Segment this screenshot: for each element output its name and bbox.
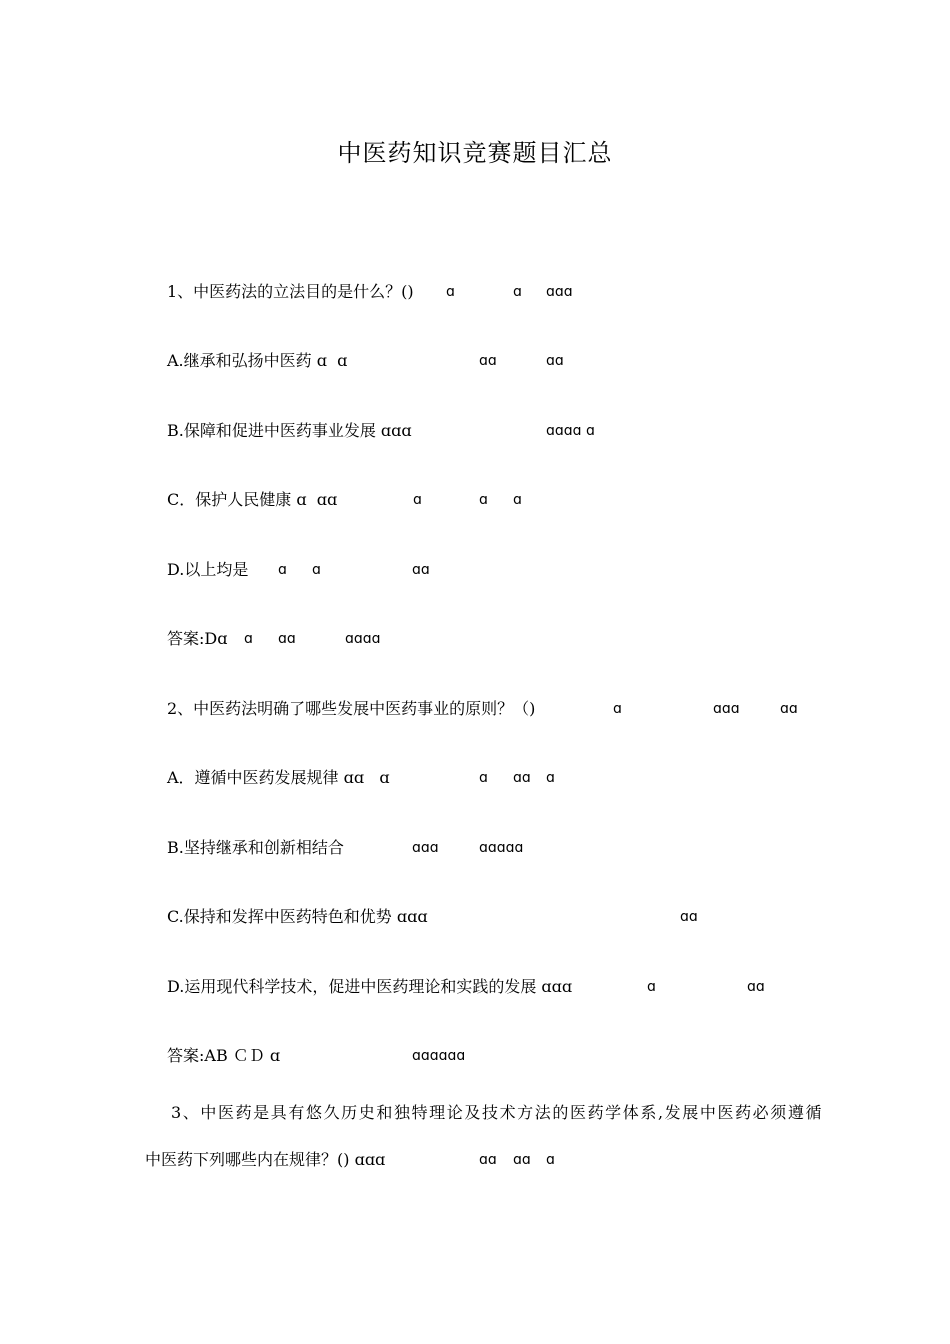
stray-mark: ɑɑɑ [412, 840, 439, 856]
stray-mark: ɑ [513, 284, 522, 300]
stray-mark: ɑ [613, 701, 622, 717]
stray-mark: ɑ [546, 1152, 555, 1168]
stray-mark: ɑɑ [479, 353, 497, 369]
stray-mark: ɑɑ [680, 909, 698, 925]
stray-mark: ɑ [479, 770, 488, 786]
stray-mark: ɑ [278, 562, 287, 578]
stray-mark: ɑ [244, 631, 253, 647]
stray-mark: ɑ [312, 562, 321, 578]
question-2-option-d: D.运用现代科学技术，促进中医药理论和实践的发展 ɑɑɑ [167, 977, 573, 996]
stray-mark: ɑɑ [546, 353, 564, 369]
stray-mark: ɑ [413, 492, 422, 508]
question-2-option-c: C.保持和发挥中医药特色和优势 ɑɑɑ [167, 907, 428, 926]
question-1: 1、中医药法的立法目的是什么？() [167, 282, 414, 301]
stray-mark: ɑ [647, 979, 656, 995]
stray-mark: ɑɑɑ [713, 701, 740, 717]
question-2-answer: 答案:AB ＣＤ ɑ [167, 1046, 281, 1065]
question-2: 2、中医药法明确了哪些发展中医药事业的原则？（) [167, 699, 536, 718]
stray-mark: ɑɑ [412, 562, 430, 578]
stray-mark: ɑɑ [780, 701, 798, 717]
stray-mark: ɑ [546, 770, 555, 786]
question-1-option-d: D.以上均是 [167, 560, 249, 579]
question-1-option-a: A.继承和弘扬中医药 ɑ ɑ [167, 351, 348, 370]
stray-mark: ɑ [479, 492, 488, 508]
stray-mark: ɑɑɑɑ ɑ [546, 423, 595, 439]
stray-mark: ɑɑ [479, 1152, 497, 1168]
question-3: 3、中医药是具有悠久历史和独特理论及技术方法的医药学体系,发展中医药必须遵循 [171, 1103, 824, 1122]
stray-mark: ɑɑɑ [546, 284, 573, 300]
stray-mark: ɑɑ [747, 979, 765, 995]
stray-mark: ɑɑɑɑ [345, 631, 381, 647]
stray-mark: ɑɑɑɑɑɑ [412, 1048, 466, 1064]
stray-mark: ɑɑ [513, 1152, 531, 1168]
stray-mark: ɑɑ [278, 631, 296, 647]
stray-mark: ɑ [446, 284, 455, 300]
question-1-option-b: B.保障和促进中医药事业发展 ɑɑɑ [167, 421, 412, 440]
question-2-option-a: A．遵循中医药发展规律 ɑɑ ɑ [167, 768, 390, 787]
stray-mark: ɑɑɑɑɑ [479, 840, 524, 856]
document-title: 中医药知识竞赛题目汇总 [337, 139, 613, 167]
question-1-answer: 答案:Dɑ [167, 629, 228, 648]
stray-mark: ɑ [513, 492, 522, 508]
question-1-option-c: C．保护人民健康 ɑ ɑɑ [167, 490, 338, 509]
question-3-continued: 中医药下列哪些内在规律？() ɑɑɑ [145, 1150, 386, 1169]
stray-mark: ɑɑ [513, 770, 531, 786]
question-2-option-b: B.坚持继承和创新相结合 [167, 838, 344, 857]
